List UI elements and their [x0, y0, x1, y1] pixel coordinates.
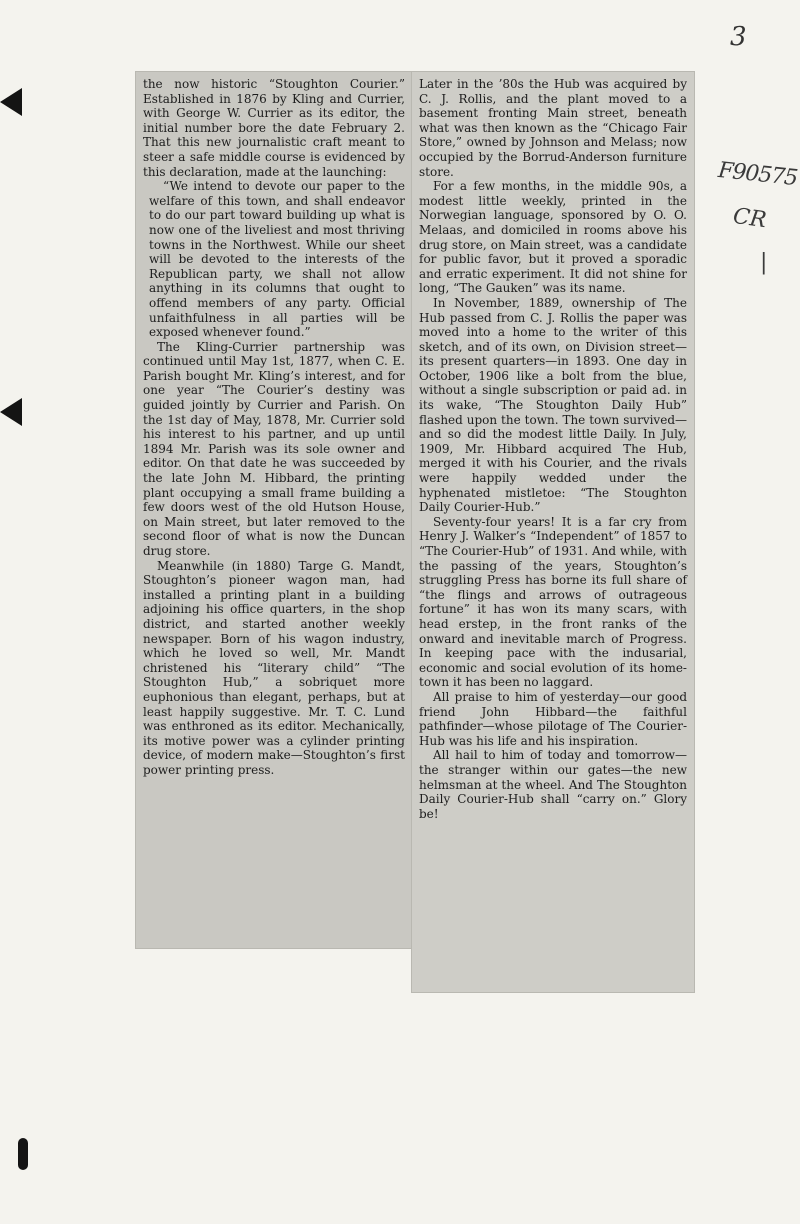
- binding-tab-icon: [0, 88, 22, 116]
- paragraph: the now historic “Stoughton Courier.” Established in 1876 by Kling and Currier, with George W. Currier as its editor, the initial number bore the date February 2. That this new journalistic craft meant to steer a safe middle course is evidenced by this declaration, made at the launching:: [143, 77, 405, 179]
- newspaper-clipping: [136, 72, 694, 992]
- binding-hole-icon: [18, 1138, 28, 1170]
- handwritten-catalog-id: F90575: [716, 157, 799, 192]
- binding-tab-icon: [0, 398, 22, 426]
- paragraph: Meanwhile (in 1880) Targe G. Mandt, Stoughton’s pioneer wagon man, had installed a printing plant in a building adjoining his office quarters, in the shop district, and started another weekly newspaper. Born of his wagon industry, which he loved so well, Mr. Mandt christened his “literary child” “The Stoughton Hub,” a sobriquet more euphonious than elegant, perhaps, but at least happily suggestive. Mr. T. C. Lund was enthroned as its editor. Mechanically, its motive power was a cylinder printing device, of modern make—Stoughton’s first power printing press.: [143, 558, 405, 777]
- handwritten-mark: |: [760, 250, 768, 275]
- paragraph: In November, 1889, ownership of The Hub passed from C. J. Rollis the paper was moved into a home to the writer of this sketch, and of its own, on Division street—its present quarters—in 1893. One day in October, 1906 like a bolt from the blue, without a single subscription or paid ad. in its wake, “The Stoughton Daily Hub” flashed upon the town. The town survived—and so did the modest little Daily. In July, 1909, Mr. Hibbard acquired The Hub, merged it with his Courier, and the rivals were happily wedded under the hyphenated mistletoe: “The Stoughton Daily Courier-Hub.”: [419, 295, 687, 515]
- paragraph: The Kling-Currier partnership was continued until May 1st, 1877, when C. E. Parish bought Mr. Kling’s interest, and for one year “The Courier’s destiny was guided jointly by Currier and Parish. On the 1st day of May, 1878, Mr. Currier sold his interest to his partner, and up until 1894 Mr. Parish was its sole owner and editor. On that date he was succeeded by the late John M. Hibbard, the printing plant occupying a small frame building a few doors west of the old Hutson House, on Main street, but later removed to the second floor of what is now the Duncan drug store.: [143, 339, 405, 558]
- quote-paragraph: “We intend to devote our paper to the welfare of this town, and shall endeavor to do our part toward building up what is now one of the liveliest and most thriving towns in the Northwest. While our sheet will be devoted to the interests of the Republican party, we shall not allow anything in its columns that ought to offend members of any party. Official unfaithfulness in all parties will be exposed whenever found.”: [149, 179, 405, 340]
- page-number: 3: [730, 22, 747, 52]
- article-column-left: [136, 72, 412, 948]
- paragraph: All hail to him of today and tomorrow—the stranger within our gates—the new helmsman at the wheel. And The Stoughton Daily Courier-Hub shall “carry on.” Glory be!: [419, 748, 687, 821]
- handwritten-initials: CR: [731, 203, 768, 234]
- paragraph: All praise to him of yesterday—our good friend John Hibbard—the faithful pathfinder—whose pilotage of The Courier-Hub was his life and his inspiration.: [419, 689, 687, 748]
- article-column-right: [412, 72, 694, 992]
- paragraph: Seventy-four years! It is a far cry from Henry J. Walker’s “Independent” of 1857 to “The Courier-Hub” of 1931. And while, with the passing of the years, Stoughton’s struggling Press has borne its full share of “the flings and arrows of outrageous fortune” it has won its many scars, with head erstep, in the front ranks of the onward and inevitable march of Progress. In keeping pace with the indusarial, economic and social evolution of its home-town it has been no laggard.: [419, 514, 687, 690]
- paragraph: Later in the ’80s the Hub was acquired by C. J. Rollis, and the plant moved to a basement fronting Main street, beneath what was then known as the “Chicago Fair Store,” owned by Johnson and Melass; now occupied by the Borrud-Anderson furniture store.: [419, 77, 687, 179]
- paragraph: For a few months, in the middle 90s, a modest little weekly, printed in the Norwegian language, sponsored by O. O. Melaas, and domiciled in rooms above his drug store, on Main street, was a candidate for public favor, but it proved a sporadic and erratic experiment. It did not shine for long, “The Gauken” was its name.: [419, 179, 687, 296]
